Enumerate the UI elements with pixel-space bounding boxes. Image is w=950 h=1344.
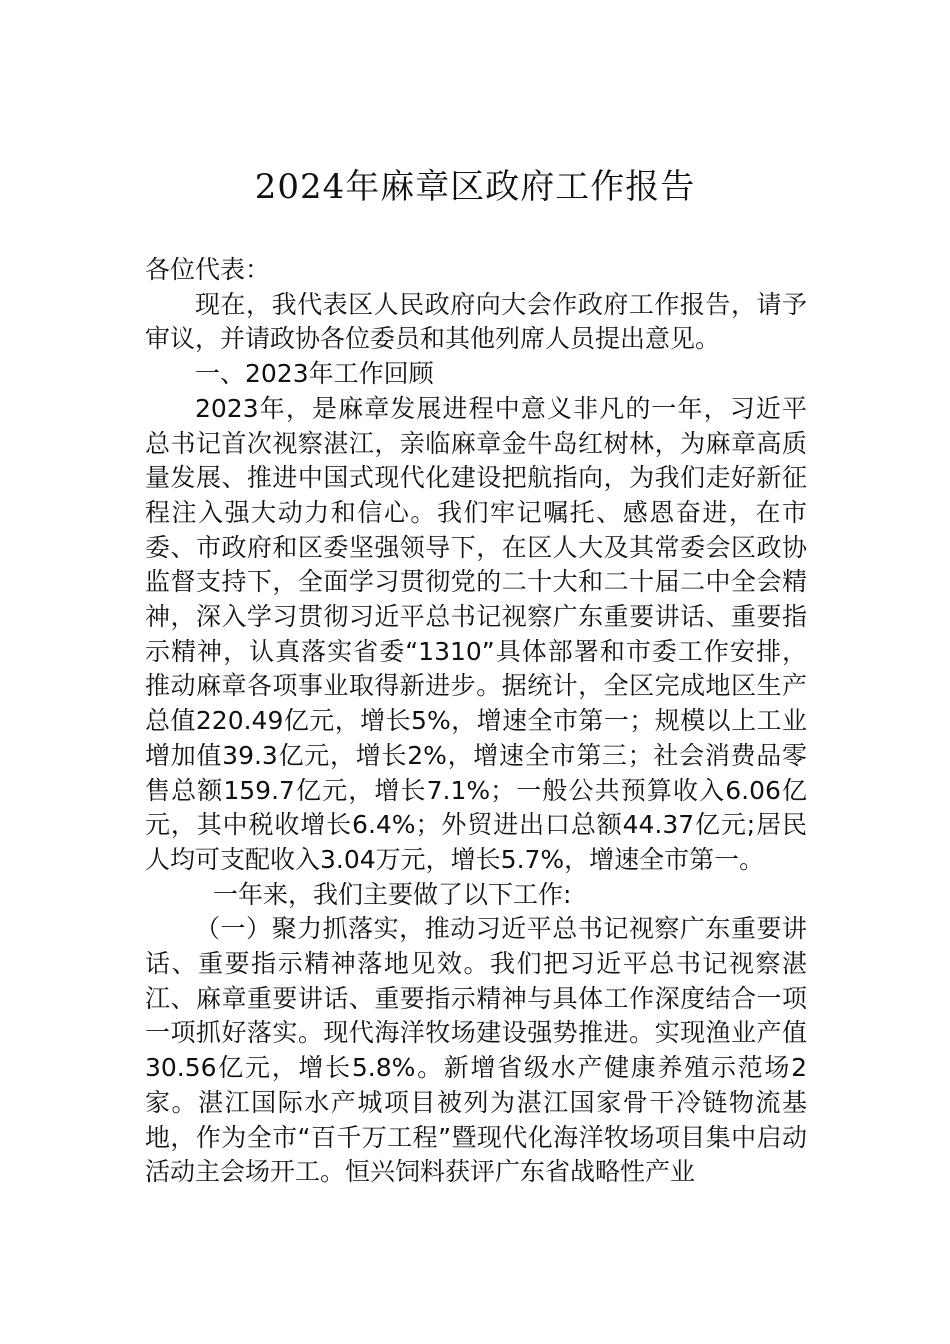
paragraph-review: 2023年，是麻章发展进程中意义非凡的一年，习近平总书记首次视察湛江，亲临麻章金牛岛红树林，为麻章高质量发展、推进中国式现代化建设把航指向，为我们走好新征程注入强大动力和信心。我们牢记嘱托、感恩奋进，在市委、市政府和区委坚强领导下，在区人大及其常委会区政协监督支持下，全面学习贯彻党的二十大和二十届二中全会精神，深入学习贯彻习近平总书记视察广东重要讲话、重要指示精神，认真落实省委“1310”具体部署和市委工作安排，推动麻章各项事业取得新进步。据统计，全区完成地区生产总值220.49亿元，增长5%，增速全市第一；规模以上工业增加值39.3亿元，增长2%，增速全市第三；社会消费品零售总额159.7亿元，增长7.1%；一般公共预算收入6.06亿元，其中税收增长6.4%；外贸进出口总额44.37亿元;居民人均可支配收入3.04万元，增长5.7%，增速全市第一。 bbox=[145, 393, 807, 874]
paragraph-section-one: （一）聚力抓落实，推动习近平总书记视察广东重要讲话、重要指示精神落地见效。我们把习近平总书记视察湛江、麻章重要讲话、重要指示精神与具体工作深度结合一项一项抓好落实。现代海洋牧场建设强势推进。实现渔业产值30.56亿元，增长5.8%。新增省级水产健康养殖示范场2家。湛江国际水产城项目被列为湛江国家骨干冷链物流基地，作为全市“百千万工程”暨现代化海洋牧场项目集中启动活动主会场开工。恒兴饲料获评广东省战略性产业 bbox=[145, 914, 807, 1187]
salutation: 各位代表： bbox=[145, 255, 271, 284]
paragraph-work-intro: 一年来，我们主要做了以下工作: bbox=[213, 879, 572, 909]
document-body bbox=[145, 253, 807, 1190]
section-heading: 一、2023年工作回顾 bbox=[195, 359, 434, 389]
paragraph-intro: 现在，我代表区人民政府向大会作政府工作报告，请予审议，并请政协各位委员和其他列席人员提出意见。 bbox=[145, 289, 807, 354]
document-title: 2024年麻章区政府工作报告 bbox=[254, 167, 696, 207]
